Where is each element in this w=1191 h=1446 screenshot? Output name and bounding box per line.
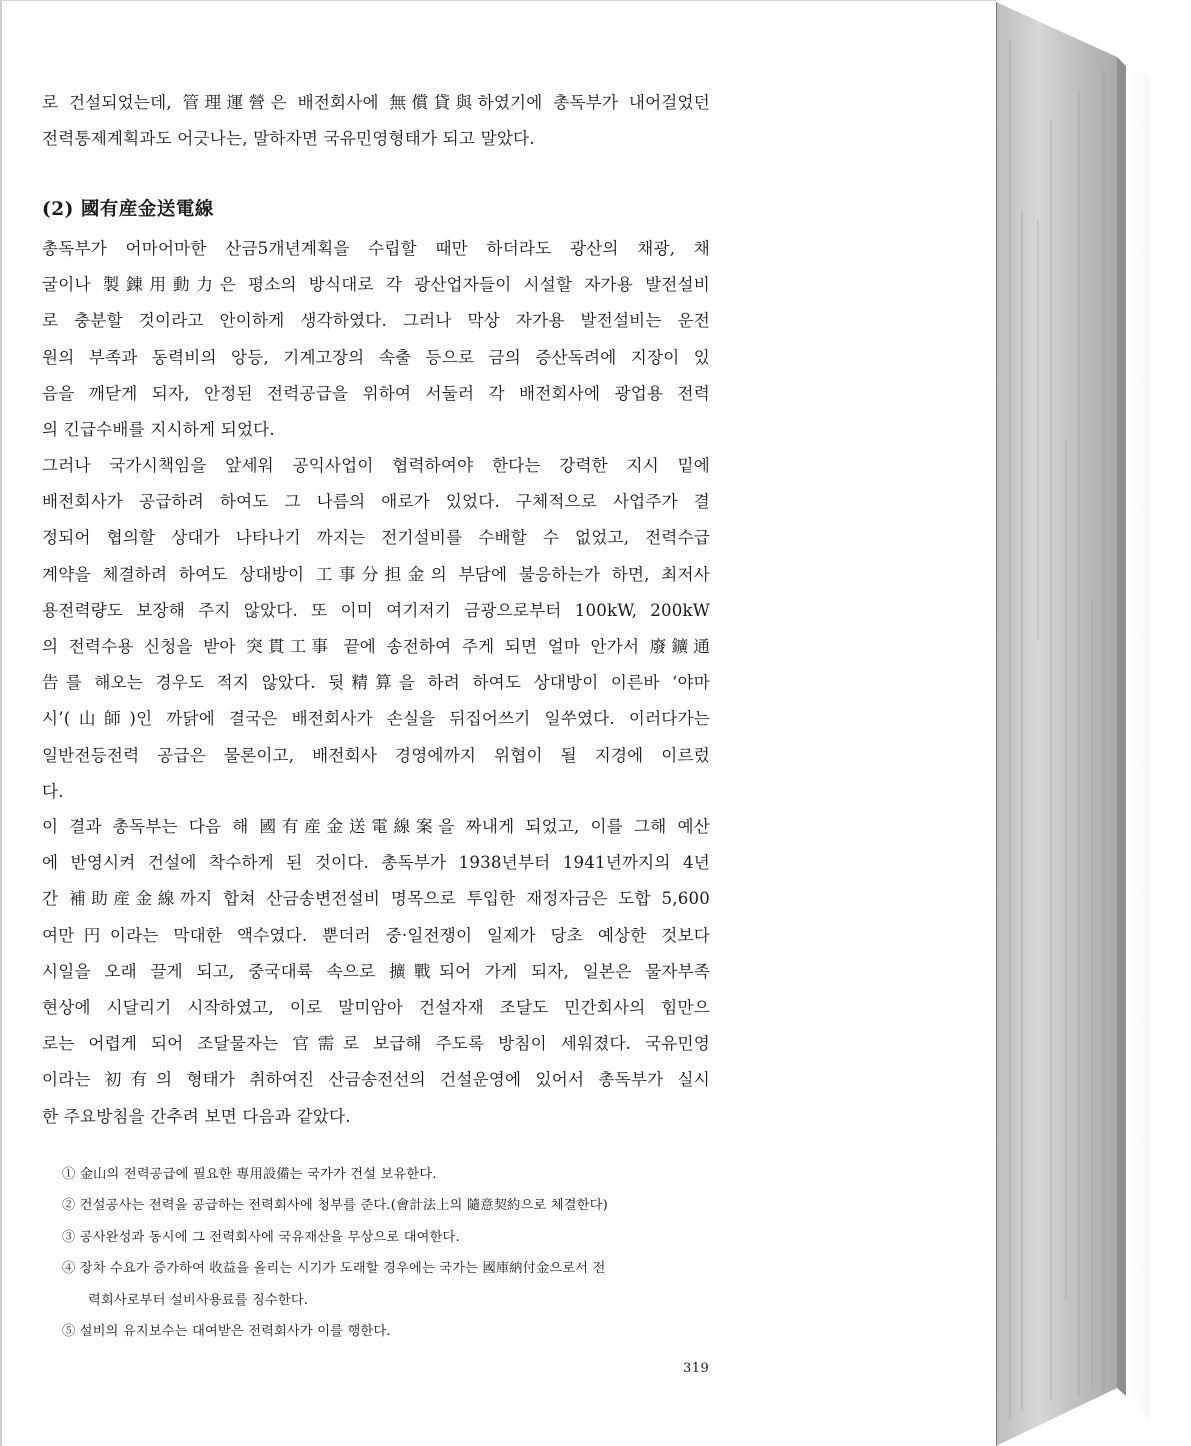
text-line: 정되어 협의할 상대가 나타나기 까지는 전기설비를 수배할 수 없었고, 전력수급: [42, 528, 710, 548]
text-line: 시’(山師)인 까닭에 결국은 배전회사가 손실을 뒤집어쓰기 일쑤였다. 이러다가는: [42, 709, 710, 729]
list-item: ⑤ 설비의 유지보수는 대여받은 전력회사가 이를 행한다.: [62, 1324, 391, 1340]
list-item: ① 金山의 전력공급에 필요한 專用設備는 국가가 건설 보유한다.: [62, 1167, 437, 1182]
text-line: 굴이나 製錬用動力은 평소의 방식대로 각 광산업자들이 시설할 자가용 발전설비: [42, 275, 710, 295]
text-line: 이 결과 총독부는 다음 해 國有産金送電線案을 짜내게 되었고, 이를 그해 예산: [42, 817, 710, 836]
paragraph-3: [42, 809, 710, 1135]
text-line: 여만円이라는 막대한 액수였다. 뿐더러 중·일전쟁이 일제가 당초 예상한 것보다: [42, 925, 710, 945]
list-item: ② 건설공사는 전력을 공급하는 전력회사에 청부를 준다.(會計法上의 隨意契約으로 체결한다): [62, 1198, 608, 1214]
list-item: ③ 공사완성과 동시에 그 전력회사에 국유재산을 무상으로 대여한다.: [62, 1229, 460, 1245]
text-line: 배전회사가 공급하려 하여도 그 나름의 애로가 있었다. 구체적으로 사업주가 결: [42, 492, 710, 512]
text-line: 시일을 오래 끌게 되고, 중국대륙 속으로 擴戰되어 가게 되자, 일본은 물자부족: [42, 961, 710, 981]
text-line: 그러나 국가시책임을 앞세워 공익사업이 협력하여야 한다는 강력한 지시 밑에: [42, 456, 710, 475]
text-line: 총독부가 어마어마한 산금5개년계획을 수립할 때만 하더라도 광산의 채광, 채: [42, 239, 710, 258]
text-line: 일반전등전력 공급은 물론이고, 배전회사 경영에까지 위협이 될 지경에 이르렀: [42, 745, 710, 765]
text-line: 용전력량도 보장해 주지 않았다. 또 이미 여기저기 금광으로부터 100kW, 200kW: [42, 600, 710, 620]
text-line: 한 주요방침을 간추려 보면 다음과 같았다.: [42, 1106, 351, 1126]
text-line: 로 건설되었는데, 管理運營은 배전회사에 無償貸與하였기에 총독부가 내어걸었던: [42, 93, 710, 112]
text-line: 음을 깨닫게 되자, 안정된 전력공급을 위하여 서둘러 각 배전회사에 광업용 전력: [42, 383, 710, 403]
intro-paragraph: [42, 85, 710, 157]
paragraph-1: [42, 231, 710, 448]
list-item-continuation: 력회사로부터 설비사용료를 징수한다.: [88, 1292, 309, 1308]
text-line: 告를 해오는 경우도 적지 않았다. 뒷精算을 하려 하여도 상대방이 이른바 ‘야마: [42, 673, 710, 693]
policy-list: [62, 1159, 702, 1347]
paragraph-2: [42, 448, 710, 810]
text-line: 원의 부족과 동력비의 앙등, 기계고장의 속출 등으로 금의 증산독려에 지장이 있: [42, 347, 710, 367]
text-line: 의 전력수용 신청을 받아 突貫工事 끝에 송전하여 주게 되면 얼마 안가서 廢鑛通: [42, 636, 710, 656]
list-item: ④ 장차 수요가 증가하여 收益을 올리는 시기가 도래할 경우에는 국가는 國庫納付金으로서 전: [62, 1261, 606, 1277]
page-number: 319: [683, 1361, 710, 1376]
text-line: 로 충분할 것이라고 안이하게 생각하였다. 그러나 막상 자가용 발전설비는 운전: [42, 311, 710, 331]
text-line: 전력통제계획과도 어긋나는, 말하자면 국유민영형태가 되고 말았다.: [42, 129, 535, 149]
text-line: 이라는 初有의 형태가 취하여진 산금송전선의 건설운영에 있어서 총독부가 실시: [42, 1070, 710, 1090]
text-line: 다.: [42, 781, 64, 801]
text-line: 계약을 체결하려 하여도 상대방이 工事分担金의 부담에 불응하는가 하면, 최저사: [42, 564, 710, 584]
text-line: 에 반영시켜 건설에 착수하게 된 것이다. 총독부가 1938년부터 1941년까지의 4년: [42, 853, 710, 873]
text-line: 의 긴급수배를 지시하게 되었다.: [42, 419, 275, 439]
text-line: 간 補助産金線까지 합쳐 산금송변전설비 명목으로 투입한 재정자금은 도합 5,600: [42, 889, 710, 909]
section-heading: (2) 國有産金送電線: [42, 199, 214, 220]
text-line: 로는 어렵게 되어 조달물자는 官需로 보급해 주도록 방침이 세워졌다. 국유민영: [42, 1034, 710, 1054]
text-line: 현상에 시달리기 시작하였고, 이로 말미암아 건설자재 조달도 민간회사의 힘만으: [42, 997, 710, 1017]
